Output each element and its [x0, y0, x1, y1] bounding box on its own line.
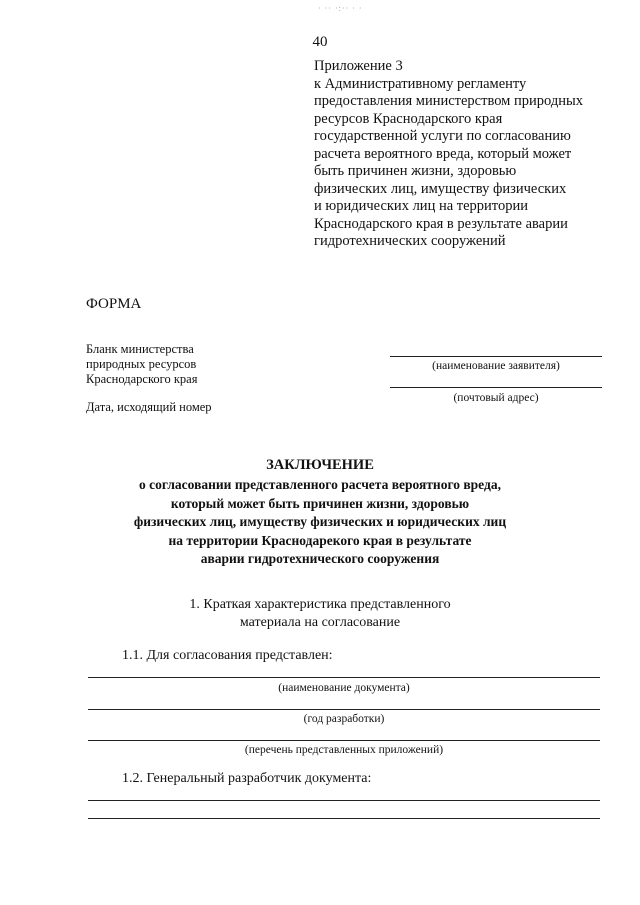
- item-1-2-label: 1.2. Генеральный разработчик документа:: [122, 771, 372, 786]
- development-year-caption: (год разработки): [303, 713, 385, 725]
- conclusion-title: ЗАКЛЮЧЕНИЕ: [266, 457, 374, 473]
- scan-artifact: · ·· ·:·· · ·: [318, 4, 363, 13]
- section-heading-line: материала на согласование: [239, 615, 401, 630]
- document-name-caption: (наименование документа): [278, 682, 410, 694]
- appendix-line: Приложение 3: [314, 58, 403, 74]
- form-label: ФОРМА: [86, 296, 142, 312]
- appendix-line: государственной услуги по согласованию: [314, 128, 571, 144]
- page-number: 40: [312, 34, 328, 50]
- appendix-line: физических лиц, имуществу физических: [314, 180, 567, 197]
- appendix-line: и юридических лиц на территории: [314, 198, 528, 214]
- general-developer-line-2[interactable]: [88, 818, 600, 819]
- postal-address-caption: (почтовый адрес): [453, 392, 539, 404]
- conclusion-subtitle: [0, 476, 640, 569]
- subtitle-line: о согласовании представленного расчета вероятного вреда,: [139, 477, 501, 492]
- subtitle-line: аварии гидротехнического сооружения: [200, 551, 440, 566]
- ministry-blank-line: Краснодарского края: [86, 372, 198, 386]
- attachments-list-caption: (перечень представленных приложений): [244, 744, 444, 756]
- document-name-line[interactable]: [88, 677, 600, 678]
- appendix-block: [314, 58, 614, 251]
- subtitle-line: на территории Краснодарекого края в результате: [168, 532, 472, 548]
- date-outgoing-number-label: Дата, исходящий номер: [86, 400, 212, 414]
- appendix-line: быть причинен жизни, здоровью: [314, 163, 517, 179]
- appendix-line: Краснодарского края в результате аварии: [314, 215, 568, 232]
- subtitle-line: который может быть причинен жизни, здоровью: [170, 495, 470, 511]
- appendix-line: предоставления министерством природных: [314, 93, 583, 109]
- section-1-heading: [0, 596, 640, 632]
- appendix-line: расчета вероятного вреда, который может: [314, 145, 572, 162]
- section-heading-line: 1. Краткая характеристика представленного: [189, 597, 451, 612]
- appendix-line: ресурсов Краснодарского края: [314, 110, 503, 127]
- appendix-line: гидротехнических сооружений: [314, 233, 506, 249]
- subtitle-line: физических лиц, имуществу физических и юридических лиц: [133, 514, 507, 529]
- postal-address-line[interactable]: [390, 387, 602, 388]
- applicant-name-caption: (наименование заявителя): [432, 360, 560, 372]
- ministry-blank: [86, 342, 197, 387]
- ministry-blank-line: Бланк министерства: [86, 342, 194, 356]
- item-1-1-label: 1.1. Для согласования представлен:: [122, 648, 333, 663]
- ministry-blank-line: природных ресурсов: [86, 357, 197, 371]
- applicant-name-line[interactable]: [390, 356, 602, 357]
- general-developer-line[interactable]: [88, 800, 600, 801]
- appendix-line: к Административному регламенту: [314, 75, 527, 92]
- development-year-line[interactable]: [88, 709, 600, 710]
- attachments-list-line[interactable]: [88, 740, 600, 741]
